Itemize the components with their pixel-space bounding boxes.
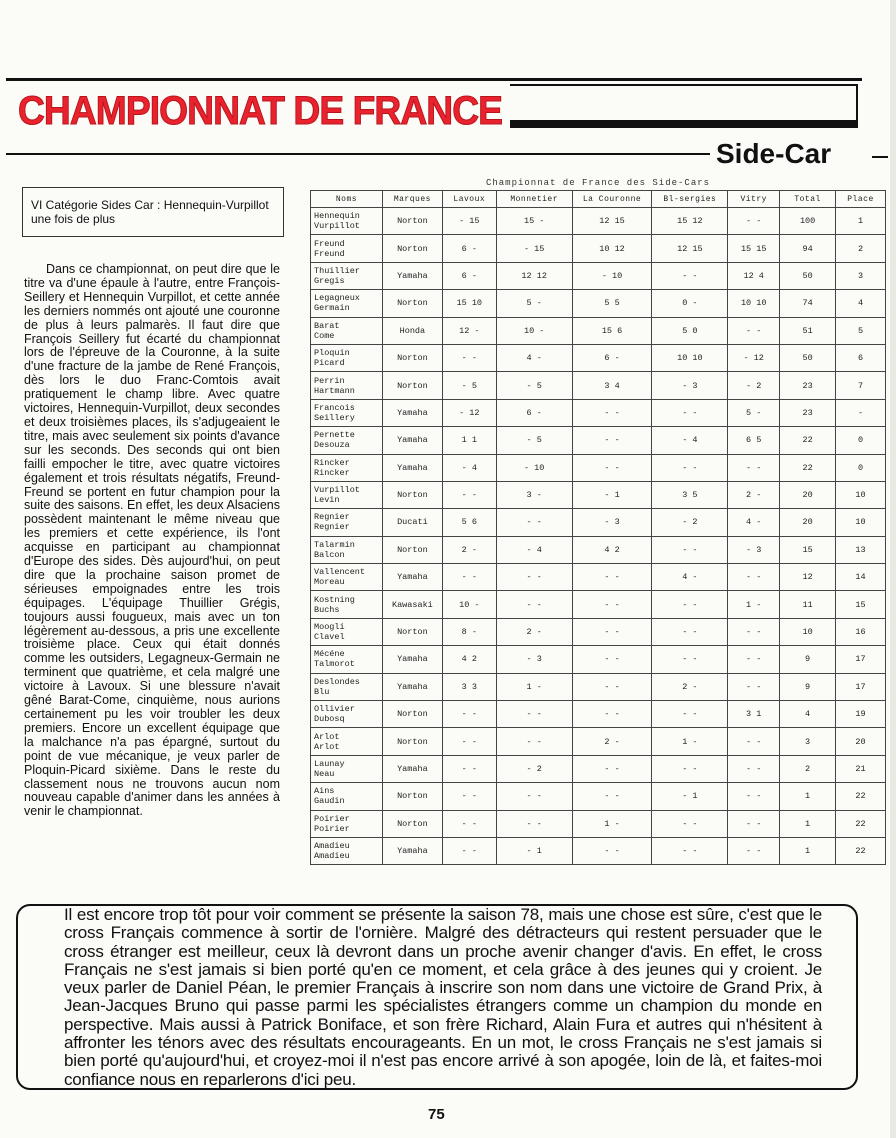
table-cell: - - [442, 481, 496, 508]
table-cell: 22 [780, 427, 836, 454]
table-cell: 12 [780, 564, 836, 591]
table-cell: Norton [382, 536, 442, 563]
table-cell: - 4 [652, 427, 728, 454]
table-cell: 22 [836, 837, 886, 864]
table-cell: 15 6 [572, 317, 652, 344]
category-box [22, 187, 284, 237]
crew-name-cell: Pernette Desouza [311, 427, 383, 454]
crew-name-cell: Vurpillot Levin [311, 481, 383, 508]
crew-name-cell: Talarmin Balcon [311, 536, 383, 563]
table-cell: Norton [382, 783, 442, 810]
table-cell: 17 [836, 673, 886, 700]
table-cell: - 3 [652, 372, 728, 399]
table-cell: - 1 [652, 783, 728, 810]
table-cell: 20 [780, 509, 836, 536]
table-cell: 15 - [496, 208, 572, 235]
crew-name-cell: Perrin Hartmann [311, 372, 383, 399]
crew-name-cell: Kostning Buchs [311, 591, 383, 618]
table-cell: - 12 [442, 399, 496, 426]
table-cell: 5 5 [572, 290, 652, 317]
table-cell: - - [728, 837, 780, 864]
table-cell: 14 [836, 564, 886, 591]
table-cell: 2 - [496, 618, 572, 645]
table-row [311, 837, 886, 864]
table-cell: 6 - [496, 399, 572, 426]
table-cell: 5 - [496, 290, 572, 317]
crew-name-cell: Barat Come [311, 317, 383, 344]
table-cell: Norton [382, 810, 442, 837]
table-cell: 74 [780, 290, 836, 317]
table-cell: 20 [836, 728, 886, 755]
table-cell: 9 [780, 646, 836, 673]
table-cell: - - [572, 591, 652, 618]
table-cell: - - [652, 755, 728, 782]
table-cell: - 3 [728, 536, 780, 563]
table-cell: - - [652, 262, 728, 289]
table-cell: 1 [780, 837, 836, 864]
table-cell: - - [728, 646, 780, 673]
crew-name-cell: Ploquin Picard [311, 344, 383, 371]
crew-name-cell: Legagneux Germain [311, 290, 383, 317]
table-cell: 3 1 [728, 701, 780, 728]
table-cell: 23 [780, 372, 836, 399]
table-cell: - - [572, 399, 652, 426]
table-cell: - - [728, 208, 780, 235]
article-paragraph: Dans ce championnat, on peut dire que le titre va d'une épaule à l'autre, entre François-Seillery et Hennequin Vurpillot, et cette année les derniers nommés ont ajouté une couronne de plus à leurs palmarès. Il faut dire que François Seillery fut écarté du championnat lors de l'épreuve de la Couronne, à la suite d'une fracture de la jambe de René François, dès lors le duo Franc-Comtois avait pratiquement le champ libre. Avec quatre victoires, Hennequin-Vurpillot, deux secondes et deux troisièmes places, ils s'adjugeaient le titre, mais avec seulement six points d'avance sur les seconds. Des seconds qui ont bien failli empocher le titre, avec quatre victoires également et trois résultats négatifs, Freund-Freund se portent en futur champion pour la suite des saisons. En effet, les deux Alsaciens possèdent maintenant le même niveau que les premiers et cette expérience, ils l'ont acquisse en participant au championnat d'Europe des sides. Dès aujourd'hui, on peut dire que la prochaine saison promet de sérieuses empoignades entre les trois équipages. L'équipage Thuillier Grégis, toujours aussi fougueux, mais avec un ton légèrement au-dessous, a pris une excellente troisième place. Ceux qui était donnés comme les outsiders, Legagneux-Germain ne terminent que quatrième, et cela malgré une victoire à Lavoux. Si une blessure n'avait gêné Barat-Come, cinquième, nous aurions certainement pu les voir troubler les deux premiers. Encore un excellent équipage que la malchance n'a pas épargné, surtout du point de vue mécanique, je veux parler de Ploquin-Picard sixième. Dans le reste du classement nous ne trouvons aucun nom nouveau capable d'animer dans les années à venir le championnat. [24, 262, 280, 819]
table-cell: 10 10 [728, 290, 780, 317]
table-cell: 22 [780, 454, 836, 481]
table-cell: - - [496, 564, 572, 591]
table-cell: 10 10 [652, 344, 728, 371]
table-row [311, 509, 886, 536]
table-row [311, 810, 886, 837]
table-row [311, 317, 886, 344]
table-header-cell: La Couronne [572, 191, 652, 208]
table-cell: 13 [836, 536, 886, 563]
table-row [311, 454, 886, 481]
table-cell: 3 3 [442, 673, 496, 700]
table-cell: Norton [382, 235, 442, 262]
table-row [311, 728, 886, 755]
table-cell: 51 [780, 317, 836, 344]
table-cell: 21 [836, 755, 886, 782]
top-rule [6, 78, 862, 81]
table-cell: 12 - [442, 317, 496, 344]
crew-name-cell: Ains Gaudin [311, 783, 383, 810]
table-cell: 12 15 [652, 235, 728, 262]
table-cell: 1 [780, 783, 836, 810]
table-cell: 12 4 [728, 262, 780, 289]
table-cell: - - [442, 837, 496, 864]
table-cell: 9 [780, 673, 836, 700]
table-row [311, 618, 886, 645]
table-cell: 4 2 [442, 646, 496, 673]
table-cell: 20 [780, 481, 836, 508]
table-cell: Kawasaki [382, 591, 442, 618]
crew-name-cell: Vallencent Moreau [311, 564, 383, 591]
table-cell: Norton [382, 372, 442, 399]
table-cell: 5 6 [442, 509, 496, 536]
table-cell: 6 - [572, 344, 652, 371]
table-cell: 3 [780, 728, 836, 755]
crew-name-cell: Rincker Rincker [311, 454, 383, 481]
table-cell: - 5 [496, 427, 572, 454]
table-cell: - - [652, 454, 728, 481]
table-cell: 1 - [496, 673, 572, 700]
table-cell: - 4 [442, 454, 496, 481]
table-cell: 4 [836, 290, 886, 317]
table-cell: Yamaha [382, 755, 442, 782]
crew-name-cell: Mécéne Talmorot [311, 646, 383, 673]
table-cell: 50 [780, 344, 836, 371]
table-header-cell: Bl-sergies [652, 191, 728, 208]
section-rule [6, 153, 710, 155]
table-cell: - - [496, 701, 572, 728]
table-cell: - - [442, 755, 496, 782]
table-cell: - 2 [496, 755, 572, 782]
table-row [311, 262, 886, 289]
table-cell: 4 2 [572, 536, 652, 563]
table-cell: - - [496, 591, 572, 618]
table-cell: - - [442, 344, 496, 371]
table-cell: - - [572, 454, 652, 481]
table-row [311, 344, 886, 371]
table-cell: 12 12 [496, 262, 572, 289]
table-cell: Yamaha [382, 262, 442, 289]
table-cell: 4 [780, 701, 836, 728]
table-cell: - 5 [442, 372, 496, 399]
table-cell: 5 0 [652, 317, 728, 344]
table-cell: 10 - [442, 591, 496, 618]
table-body [311, 208, 886, 865]
page-title: CHAMPIONNAT DE FRANCE [18, 89, 503, 133]
table-cell: 10 [780, 618, 836, 645]
table-cell: 2 - [442, 536, 496, 563]
table-cell: 1 - [572, 810, 652, 837]
table-cell: Yamaha [382, 427, 442, 454]
table-cell: 0 [836, 454, 886, 481]
table-cell: - 15 [496, 235, 572, 262]
table-cell: - 4 [496, 536, 572, 563]
table-row [311, 399, 886, 426]
table-cell: 15 [836, 591, 886, 618]
table-cell: 3 [836, 262, 886, 289]
table-cell: - 5 [496, 372, 572, 399]
table-cell: - - [728, 673, 780, 700]
page-number: 75 [428, 1106, 445, 1123]
table-cell: 1 - [728, 591, 780, 618]
table-cell: - - [496, 509, 572, 536]
bottom-text: Il est encore trop tôt pour voir comment se présente la saison 78, mais une chose est sûre, c'est que le cross Français commence à sortir de l'ornière. Malgré des détracteurs qui restent persuader que le cross étranger est meilleur, ceux là devront dans un proche avenir changer d'avis. En effet, le cross Français ne s'est jamais si bien porté qu'en ce moment, et cela grâce à des jeunes qui y croient. Je veux parler de Daniel Péan, le premier Français à inscrire son nom dans une victoire de Grand Prix, à Jean-Jacques Bruno qui passe parmi les spécialistes étrangers comme un champion du monde en perspective. Mais aussi à Patrick Boniface, et son frère Richard, Alain Fura et autres qui n'hésitent à affronter les ténors avec des résultats encourageants. En un mot, le cross Français ne s'est jamais si bien porté qu'aujourd'hui, et croyez-moi il n'est pas encore arrivé à son apogée, loin de là, et faites-moi confiance nous en reparlerons d'ici peu. [64, 905, 822, 1089]
table-cell: - 15 [442, 208, 496, 235]
crew-name-cell: Deslondes Blu [311, 673, 383, 700]
table-row [311, 701, 886, 728]
page-edge [890, 0, 896, 1138]
table-cell: 1 [780, 810, 836, 837]
table-cell: - - [652, 701, 728, 728]
crew-name-cell: Hennequin Vurpillot [311, 208, 383, 235]
table-cell: Yamaha [382, 646, 442, 673]
crew-name-cell: Arlot Arlot [311, 728, 383, 755]
table-row [311, 564, 886, 591]
table-cell: - - [728, 618, 780, 645]
table-cell: - - [728, 454, 780, 481]
table-cell: - 2 [652, 509, 728, 536]
table-row [311, 783, 886, 810]
table-cell: - - [496, 810, 572, 837]
table-cell: 3 5 [652, 481, 728, 508]
table-cell: - - [442, 701, 496, 728]
table-row [311, 372, 886, 399]
table-cell: 15 15 [728, 235, 780, 262]
table-caption: Championnat de France des Side-Cars [485, 178, 711, 188]
table-cell: 0 - [652, 290, 728, 317]
table-cell: 19 [836, 701, 886, 728]
table-header-cell: Place [836, 191, 886, 208]
table-cell: 15 10 [442, 290, 496, 317]
results-table [310, 190, 886, 865]
table-header-cell: Monnetier [496, 191, 572, 208]
table-row [311, 755, 886, 782]
table-cell: - - [652, 536, 728, 563]
table-cell: 2 - [728, 481, 780, 508]
table-cell: - - [572, 618, 652, 645]
table-cell: - 10 [572, 262, 652, 289]
table-cell: - - [442, 728, 496, 755]
table-cell: - 3 [572, 509, 652, 536]
table-cell: Norton [382, 208, 442, 235]
table-row [311, 591, 886, 618]
table-cell: Norton [382, 701, 442, 728]
table-cell: - 1 [572, 481, 652, 508]
table-cell: 2 [836, 235, 886, 262]
table-cell: 1 1 [442, 427, 496, 454]
table-cell: 7 [836, 372, 886, 399]
table-cell: - - [572, 564, 652, 591]
table-cell: 2 - [572, 728, 652, 755]
table-cell: Yamaha [382, 673, 442, 700]
table-cell: 15 [780, 536, 836, 563]
table-header-cell: Total [780, 191, 836, 208]
table-cell: Yamaha [382, 564, 442, 591]
table-cell: 100 [780, 208, 836, 235]
table-cell: Yamaha [382, 399, 442, 426]
table-header-cell: Marques [382, 191, 442, 208]
crew-name-cell: Regnier Regnier [311, 509, 383, 536]
table-cell: 6 - [442, 262, 496, 289]
table-cell: 5 - [728, 399, 780, 426]
table-cell: 22 [836, 810, 886, 837]
table-cell: 94 [780, 235, 836, 262]
table-header-cell: Noms [311, 191, 383, 208]
category-text: VI Catégorie Sides Car : Hennequin-Vurpillot une fois de plus [31, 198, 269, 226]
table-cell: - - [496, 783, 572, 810]
table-cell: - - [728, 317, 780, 344]
table-cell: Norton [382, 290, 442, 317]
table-cell: - - [442, 810, 496, 837]
table-cell: 1 [836, 208, 886, 235]
table-row [311, 673, 886, 700]
section-rule-tail [872, 156, 888, 158]
table-cell: - - [652, 837, 728, 864]
table-cell: - 2 [728, 372, 780, 399]
table-cell: - 3 [496, 646, 572, 673]
table-header-row [311, 191, 886, 208]
table-cell: 3 - [496, 481, 572, 508]
table-cell: 22 [836, 783, 886, 810]
crew-name-cell: Freund Freund [311, 235, 383, 262]
table-cell: - 10 [496, 454, 572, 481]
table-cell: 10 [836, 481, 886, 508]
table-cell: 4 - [728, 509, 780, 536]
table-cell: - - [728, 810, 780, 837]
table-row [311, 235, 886, 262]
table-cell: - 1 [496, 837, 572, 864]
table-cell: 3 4 [572, 372, 652, 399]
table-cell: - - [728, 564, 780, 591]
table-cell: - - [652, 646, 728, 673]
table-cell: - - [652, 591, 728, 618]
table-cell: Yamaha [382, 837, 442, 864]
table-row [311, 427, 886, 454]
table-cell: 6 5 [728, 427, 780, 454]
table-cell: 1 - [652, 728, 728, 755]
table-cell: - - [572, 701, 652, 728]
table-cell: 6 [836, 344, 886, 371]
table-cell: - - [652, 810, 728, 837]
table-cell: 0 [836, 427, 886, 454]
table-header-cell: Vitry [728, 191, 780, 208]
crew-name-cell: Moogli Clavel [311, 618, 383, 645]
table-cell: - - [572, 837, 652, 864]
table-row [311, 208, 886, 235]
table-cell: 17 [836, 646, 886, 673]
table-cell: 2 [780, 755, 836, 782]
table-cell: - - [728, 783, 780, 810]
table-row [311, 290, 886, 317]
table-cell: 4 - [496, 344, 572, 371]
table-cell: Ducati [382, 509, 442, 536]
table-cell: 11 [780, 591, 836, 618]
table-cell: 50 [780, 262, 836, 289]
table-cell: - - [652, 399, 728, 426]
table-cell: 12 15 [572, 208, 652, 235]
table-cell: 16 [836, 618, 886, 645]
table-cell: - 12 [728, 344, 780, 371]
title-bar [510, 120, 858, 128]
table-cell: Yamaha [382, 454, 442, 481]
table-cell: 10 [836, 509, 886, 536]
table-cell: - - [572, 783, 652, 810]
table-cell: - - [572, 427, 652, 454]
table-cell: 5 [836, 317, 886, 344]
table-cell: - - [442, 564, 496, 591]
table-row [311, 481, 886, 508]
crew-name-cell: Ollivier Dubosq [311, 701, 383, 728]
crew-name-cell: Launay Neau [311, 755, 383, 782]
article-body [24, 263, 280, 819]
table-cell: - - [728, 728, 780, 755]
table-cell: Norton [382, 728, 442, 755]
table-cell: 2 - [652, 673, 728, 700]
table-cell: - - [572, 755, 652, 782]
table-cell: - - [442, 783, 496, 810]
table-cell: - - [496, 728, 572, 755]
table-cell: - - [728, 755, 780, 782]
table-cell: 8 - [442, 618, 496, 645]
table-header-cell: Lavoux [442, 191, 496, 208]
table-cell: - - [572, 646, 652, 673]
table-cell: 15 12 [652, 208, 728, 235]
table-cell: Honda [382, 317, 442, 344]
crew-name-cell: Thuillier Gregis [311, 262, 383, 289]
table-cell: 6 - [442, 235, 496, 262]
table-cell: Norton [382, 618, 442, 645]
section-subtitle: Side-Car [716, 138, 832, 169]
table-cell: 10 12 [572, 235, 652, 262]
table-cell: 10 - [496, 317, 572, 344]
table-row [311, 536, 886, 563]
crew-name-cell: Francois Seillery [311, 399, 383, 426]
table-cell: Norton [382, 481, 442, 508]
table-cell: Norton [382, 344, 442, 371]
table-cell: - - [572, 673, 652, 700]
table-cell: 23 [780, 399, 836, 426]
crew-name-cell: Amadieu Amadieu [311, 837, 383, 864]
table-cell: - [836, 399, 886, 426]
table-cell: - - [652, 618, 728, 645]
crew-name-cell: Poirier Poirier [311, 810, 383, 837]
table-cell: 4 - [652, 564, 728, 591]
table-row [311, 646, 886, 673]
